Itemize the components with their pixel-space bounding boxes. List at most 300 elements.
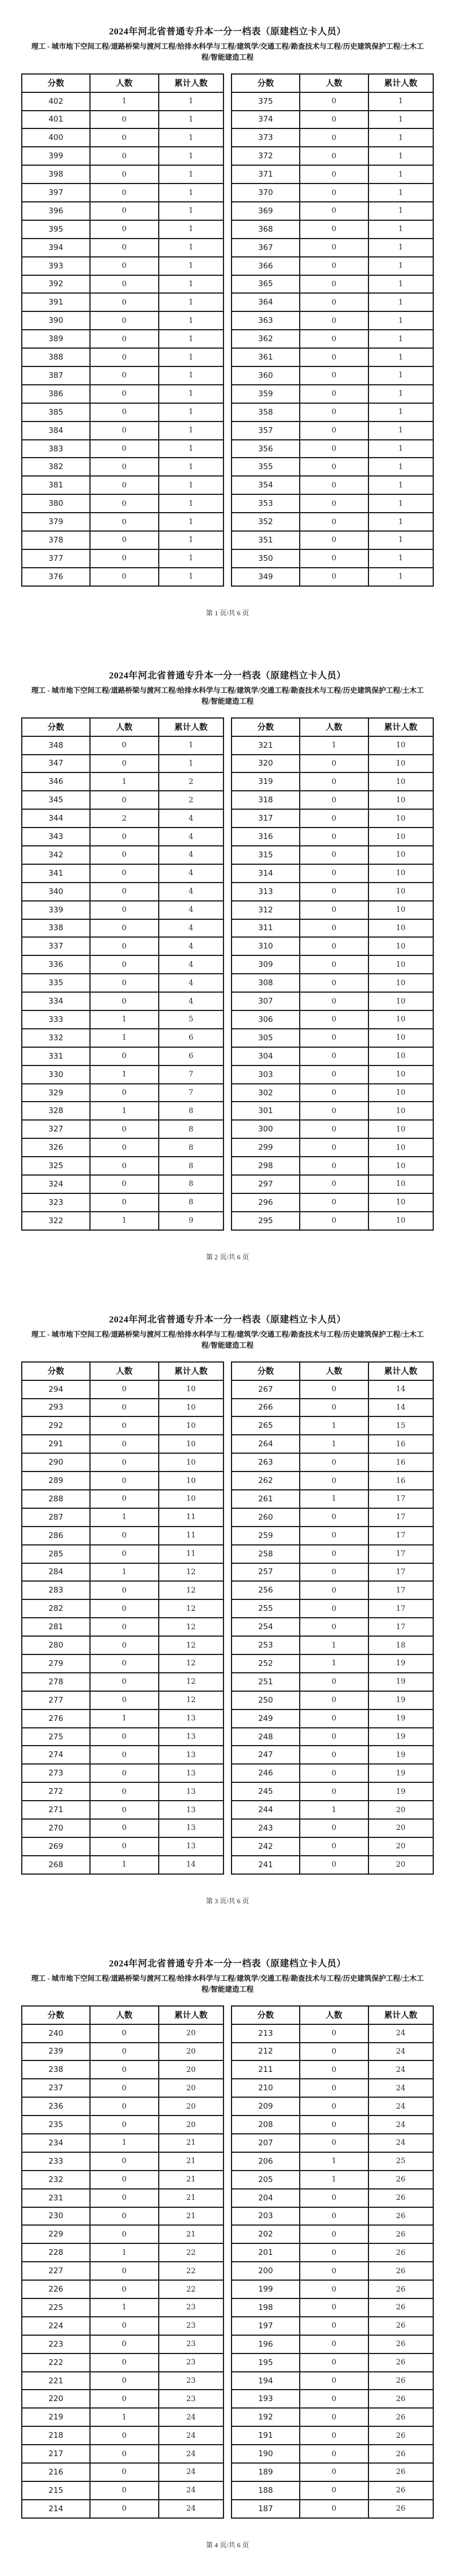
table-row (232, 1527, 433, 1545)
score-cell: 233 (22, 2152, 90, 2171)
score-cell: 374 (232, 111, 300, 129)
table-row (232, 1599, 433, 1618)
column-header: 累计人数 (159, 2006, 223, 2024)
score-cell: 360 (232, 366, 300, 385)
table-row (22, 736, 223, 755)
score-cell: 243 (232, 1819, 300, 1837)
score-cell: 313 (232, 883, 300, 901)
tables-container (21, 73, 434, 587)
score-cell: 276 (22, 1709, 90, 1728)
count-cell: 0 (90, 128, 159, 147)
score-cell: 209 (232, 2097, 300, 2116)
count-cell: 0 (300, 184, 368, 202)
count-cell: 0 (300, 2372, 368, 2390)
cumulative-cell: 1 (159, 92, 223, 111)
score-cell: 325 (22, 1157, 90, 1175)
count-cell: 0 (90, 1453, 159, 1472)
cumulative-cell: 1 (368, 92, 433, 111)
table-row (232, 1212, 433, 1230)
score-cell: 328 (22, 1102, 90, 1120)
count-cell: 0 (300, 1157, 368, 1175)
score-cell: 334 (22, 992, 90, 1010)
count-cell: 1 (300, 2152, 368, 2171)
cumulative-cell: 1 (368, 147, 433, 165)
column-header: 累计人数 (159, 1362, 223, 1380)
table-row (232, 846, 433, 864)
table-row (22, 2445, 223, 2463)
cumulative-cell: 24 (159, 2463, 223, 2481)
table-row (232, 736, 433, 755)
count-cell: 0 (300, 403, 368, 421)
cumulative-cell: 12 (159, 1673, 223, 1691)
table-row (232, 1380, 433, 1399)
cumulative-cell: 1 (159, 311, 223, 330)
tables-container (21, 1361, 434, 1875)
table-row (232, 330, 433, 348)
count-cell: 0 (300, 513, 368, 531)
score-cell: 285 (22, 1545, 90, 1563)
count-cell: 0 (300, 421, 368, 440)
cumulative-cell: 10 (368, 828, 433, 846)
score-cell: 342 (22, 846, 90, 864)
table-row (22, 809, 223, 828)
count-cell: 0 (90, 1527, 159, 1545)
cumulative-cell: 12 (159, 1654, 223, 1673)
score-cell: 295 (232, 1212, 300, 1230)
score-cell: 318 (232, 791, 300, 809)
count-cell: 0 (300, 476, 368, 494)
table-row (232, 568, 433, 586)
count-cell: 1 (300, 1636, 368, 1654)
cumulative-cell: 13 (159, 1782, 223, 1801)
score-cell: 371 (232, 165, 300, 184)
table-row (22, 2390, 223, 2408)
cumulative-cell: 17 (368, 1545, 433, 1563)
count-cell: 0 (300, 2116, 368, 2134)
cumulative-cell: 1 (368, 458, 433, 476)
score-cell: 281 (22, 1618, 90, 1636)
table-row (22, 2079, 223, 2097)
count-cell: 1 (300, 2171, 368, 2189)
cumulative-cell: 19 (368, 1654, 433, 1673)
table-header (232, 1362, 433, 1380)
count-cell: 0 (90, 1746, 159, 1764)
score-cell: 319 (232, 772, 300, 791)
cumulative-cell: 1 (159, 330, 223, 348)
count-cell: 0 (90, 2445, 159, 2463)
count-cell: 0 (300, 2463, 368, 2481)
count-cell: 1 (90, 1010, 159, 1029)
count-cell: 0 (90, 2189, 159, 2207)
cumulative-cell: 1 (368, 111, 433, 129)
score-cell: 188 (232, 2481, 300, 2500)
count-cell: 0 (90, 275, 159, 294)
cumulative-cell: 19 (368, 1764, 433, 1782)
cumulative-cell: 12 (159, 1563, 223, 1582)
score-cell: 324 (22, 1175, 90, 1193)
count-cell: 0 (300, 2262, 368, 2280)
count-cell: 0 (300, 2445, 368, 2463)
cumulative-cell: 4 (159, 937, 223, 955)
score-cell: 363 (232, 311, 300, 330)
table-row (22, 1120, 223, 1138)
cumulative-cell: 26 (368, 2353, 433, 2372)
count-cell: 0 (300, 1599, 368, 1618)
cumulative-cell: 17 (368, 1563, 433, 1582)
score-table-left (21, 2005, 224, 2519)
score-cell: 340 (22, 883, 90, 901)
cumulative-cell: 1 (159, 440, 223, 458)
cumulative-cell: 10 (368, 1102, 433, 1120)
count-cell: 1 (90, 2243, 159, 2262)
count-cell: 0 (300, 1380, 368, 1399)
score-cell: 214 (22, 2500, 90, 2518)
table-row (232, 1435, 433, 1453)
count-cell: 0 (300, 257, 368, 275)
cumulative-cell: 16 (368, 1435, 433, 1453)
count-cell: 0 (90, 919, 159, 938)
count-cell: 0 (90, 1728, 159, 1746)
score-cell: 254 (232, 1618, 300, 1636)
table-row (22, 2353, 223, 2372)
score-cell: 218 (22, 2426, 90, 2445)
score-cell: 301 (232, 1102, 300, 1120)
score-cell: 226 (22, 2280, 90, 2298)
count-cell: 0 (300, 2335, 368, 2353)
table-row (22, 2500, 223, 2518)
count-cell: 0 (90, 2426, 159, 2445)
cumulative-cell: 17 (368, 1618, 433, 1636)
page-title: 2024年河北省普通专升本一分一档表（原建档立卡人员） (109, 671, 346, 681)
count-cell: 0 (90, 1399, 159, 1417)
cumulative-cell: 1 (368, 239, 433, 257)
page-title: 2024年河北省普通专升本一分一档表（原建档立卡人员） (109, 27, 346, 37)
score-cell: 236 (22, 2097, 90, 2116)
cumulative-cell: 20 (159, 2060, 223, 2079)
table-row (22, 2372, 223, 2390)
count-cell: 1 (90, 772, 159, 791)
score-table-right (231, 1361, 434, 1875)
cumulative-cell: 1 (159, 147, 223, 165)
cumulative-cell: 25 (368, 2152, 433, 2171)
count-cell: 0 (90, 2207, 159, 2226)
cumulative-cell: 20 (159, 2043, 223, 2061)
table-row (232, 1545, 433, 1563)
count-cell: 0 (300, 1508, 368, 1527)
score-cell: 338 (22, 919, 90, 938)
table-row (232, 202, 433, 220)
table-row (22, 184, 223, 202)
score-cell: 366 (232, 257, 300, 275)
table-row (232, 2060, 433, 2079)
score-cell: 384 (22, 421, 90, 440)
cumulative-cell: 15 (368, 1416, 433, 1435)
cumulative-cell: 10 (368, 974, 433, 992)
count-cell: 0 (300, 772, 368, 791)
count-cell: 0 (300, 2043, 368, 2061)
score-cell: 193 (232, 2390, 300, 2408)
table-row (22, 974, 223, 992)
column-header: 人数 (300, 74, 368, 92)
score-cell: 316 (232, 828, 300, 846)
page-footer: 第 1 页/共 6 页 (206, 609, 249, 617)
score-cell: 219 (22, 2408, 90, 2426)
cumulative-cell: 26 (368, 2445, 433, 2463)
column-header: 累计人数 (368, 718, 433, 736)
table-row (232, 513, 433, 531)
cumulative-cell: 8 (159, 1157, 223, 1175)
cumulative-cell: 17 (368, 1599, 433, 1618)
table-row (22, 1508, 223, 1527)
table-row (22, 1399, 223, 1417)
cumulative-cell: 13 (159, 1819, 223, 1837)
score-cell: 297 (232, 1175, 300, 1193)
table-row (22, 1691, 223, 1709)
score-cell: 230 (22, 2207, 90, 2226)
cumulative-cell: 1 (368, 366, 433, 385)
score-cell: 264 (232, 1435, 300, 1453)
table-header (22, 718, 223, 736)
score-cell: 389 (22, 330, 90, 348)
table-header (22, 74, 223, 92)
count-cell: 1 (90, 1563, 159, 1582)
table-row (22, 2024, 223, 2043)
score-cell: 386 (22, 385, 90, 403)
count-cell: 0 (300, 2189, 368, 2207)
score-cell: 346 (22, 772, 90, 791)
count-cell: 0 (90, 1764, 159, 1782)
cumulative-cell: 1 (368, 257, 433, 275)
table-header (232, 74, 433, 92)
score-cell: 248 (232, 1728, 300, 1746)
score-cell: 327 (22, 1120, 90, 1138)
cumulative-cell: 10 (368, 1065, 433, 1084)
count-cell: 1 (90, 1856, 159, 1874)
table-row (22, 937, 223, 955)
score-cell: 255 (232, 1599, 300, 1618)
score-cell: 288 (22, 1490, 90, 1508)
table-row (22, 1746, 223, 1764)
table-row (22, 458, 223, 476)
score-cell: 354 (232, 476, 300, 494)
table-row (232, 2372, 433, 2390)
count-cell: 0 (90, 330, 159, 348)
table-row (22, 1837, 223, 1856)
count-cell: 0 (300, 1837, 368, 1856)
cumulative-cell: 4 (159, 883, 223, 901)
cumulative-cell: 17 (368, 1508, 433, 1527)
count-cell: 0 (300, 1472, 368, 1490)
score-cell: 272 (22, 1782, 90, 1801)
count-cell: 0 (300, 955, 368, 974)
table-row (232, 2225, 433, 2243)
table-row (22, 1175, 223, 1193)
cumulative-cell: 14 (159, 1856, 223, 1874)
cumulative-cell: 1 (159, 293, 223, 311)
count-cell: 0 (90, 421, 159, 440)
cumulative-cell: 16 (368, 1453, 433, 1472)
count-cell: 0 (300, 494, 368, 513)
score-cell: 372 (232, 147, 300, 165)
count-cell: 0 (90, 549, 159, 568)
score-cell: 358 (232, 403, 300, 421)
count-cell: 0 (300, 1212, 368, 1230)
cumulative-cell: 1 (159, 568, 223, 586)
table-row (22, 1728, 223, 1746)
score-cell: 204 (232, 2189, 300, 2207)
score-cell: 330 (22, 1065, 90, 1084)
column-header: 累计人数 (159, 74, 223, 92)
count-cell: 0 (90, 531, 159, 549)
column-header: 累计人数 (368, 74, 433, 92)
cumulative-cell: 1 (159, 531, 223, 549)
cumulative-cell: 1 (368, 476, 433, 494)
count-cell: 0 (300, 2390, 368, 2408)
cumulative-cell: 22 (159, 2262, 223, 2280)
count-cell: 0 (300, 2426, 368, 2445)
table-row (232, 2134, 433, 2152)
table-row (232, 2445, 433, 2463)
count-cell: 0 (90, 937, 159, 955)
table-row (232, 293, 433, 311)
table-row (232, 1399, 433, 1417)
score-cell: 309 (232, 955, 300, 974)
cumulative-cell: 10 (368, 901, 433, 919)
table-row (22, 1138, 223, 1157)
count-cell: 0 (90, 2335, 159, 2353)
cumulative-cell: 4 (159, 974, 223, 992)
table-row (22, 846, 223, 864)
count-cell: 0 (90, 1581, 159, 1599)
column-header: 人数 (90, 1362, 159, 1380)
score-cell: 207 (232, 2134, 300, 2152)
score-cell: 369 (232, 202, 300, 220)
table-row (232, 2262, 433, 2280)
score-cell: 378 (22, 531, 90, 549)
table-row (22, 2463, 223, 2481)
column-header: 人数 (300, 1362, 368, 1380)
table-body (232, 1380, 433, 1874)
score-cell: 343 (22, 828, 90, 846)
count-cell: 1 (300, 1801, 368, 1819)
cumulative-cell: 1 (159, 494, 223, 513)
table-body (232, 736, 433, 1230)
count-cell: 0 (300, 549, 368, 568)
cumulative-cell: 6 (159, 1029, 223, 1047)
table-row (232, 901, 433, 919)
count-cell: 0 (300, 2408, 368, 2426)
table-row (232, 220, 433, 239)
table-row (232, 1709, 433, 1728)
cumulative-cell: 10 (368, 1010, 433, 1029)
score-cell: 227 (22, 2262, 90, 2280)
count-cell: 0 (90, 1819, 159, 1837)
table-row (232, 809, 433, 828)
table-row (232, 403, 433, 421)
score-cell: 305 (232, 1029, 300, 1047)
count-cell: 0 (90, 2024, 159, 2043)
table-row (22, 257, 223, 275)
score-table-right (231, 73, 434, 587)
count-cell: 0 (300, 92, 368, 111)
score-cell: 258 (232, 1545, 300, 1563)
count-cell: 0 (90, 1618, 159, 1636)
table-row (232, 1138, 433, 1157)
count-cell: 1 (90, 1065, 159, 1084)
score-cell: 349 (232, 568, 300, 586)
score-cell: 200 (232, 2262, 300, 2280)
cumulative-cell: 22 (159, 2243, 223, 2262)
page (0, 0, 455, 644)
score-cell: 239 (22, 2043, 90, 2061)
count-cell: 0 (90, 2500, 159, 2518)
cumulative-cell: 1 (159, 476, 223, 494)
table-row (232, 440, 433, 458)
cumulative-cell: 20 (368, 1819, 433, 1837)
table-row (232, 2408, 433, 2426)
score-cell: 250 (232, 1691, 300, 1709)
score-cell: 333 (22, 1010, 90, 1029)
table-row (232, 1490, 433, 1508)
table-row (22, 1416, 223, 1435)
table-row (22, 791, 223, 809)
cumulative-cell: 10 (368, 846, 433, 864)
table-row (232, 955, 433, 974)
table-row (22, 1819, 223, 1837)
score-cell: 211 (232, 2060, 300, 2079)
score-cell: 210 (232, 2079, 300, 2097)
table-row (232, 2500, 433, 2518)
cumulative-cell: 1 (159, 184, 223, 202)
page (0, 1932, 455, 2576)
table-row (22, 1654, 223, 1673)
count-cell: 0 (300, 992, 368, 1010)
table-row (232, 1856, 433, 1874)
column-header: 分数 (22, 2006, 90, 2024)
cumulative-cell: 1 (368, 311, 433, 330)
score-cell: 251 (232, 1673, 300, 1691)
table-row (22, 1102, 223, 1120)
score-cell: 187 (232, 2500, 300, 2518)
table-row (232, 275, 433, 294)
cumulative-cell: 21 (159, 2171, 223, 2189)
score-cell: 242 (232, 1837, 300, 1856)
count-cell: 0 (300, 1563, 368, 1582)
score-cell: 194 (232, 2372, 300, 2390)
count-cell: 0 (300, 1709, 368, 1728)
score-cell: 289 (22, 1472, 90, 1490)
cumulative-cell: 24 (368, 2060, 433, 2079)
count-cell: 0 (90, 2317, 159, 2335)
count-cell: 0 (300, 1102, 368, 1120)
cumulative-cell: 10 (368, 791, 433, 809)
count-cell: 0 (300, 1782, 368, 1801)
score-cell: 238 (22, 2060, 90, 2079)
count-cell: 1 (90, 1029, 159, 1047)
count-cell: 0 (300, 2024, 368, 2043)
count-cell: 0 (300, 385, 368, 403)
cumulative-cell: 17 (368, 1527, 433, 1545)
count-cell: 0 (90, 2390, 159, 2408)
table-row (232, 1175, 433, 1193)
table-row (22, 1709, 223, 1728)
cumulative-cell: 23 (159, 2372, 223, 2390)
table-row (22, 2280, 223, 2298)
count-cell: 0 (90, 220, 159, 239)
table-body (22, 736, 223, 1230)
count-cell: 0 (90, 385, 159, 403)
count-cell: 0 (300, 275, 368, 294)
